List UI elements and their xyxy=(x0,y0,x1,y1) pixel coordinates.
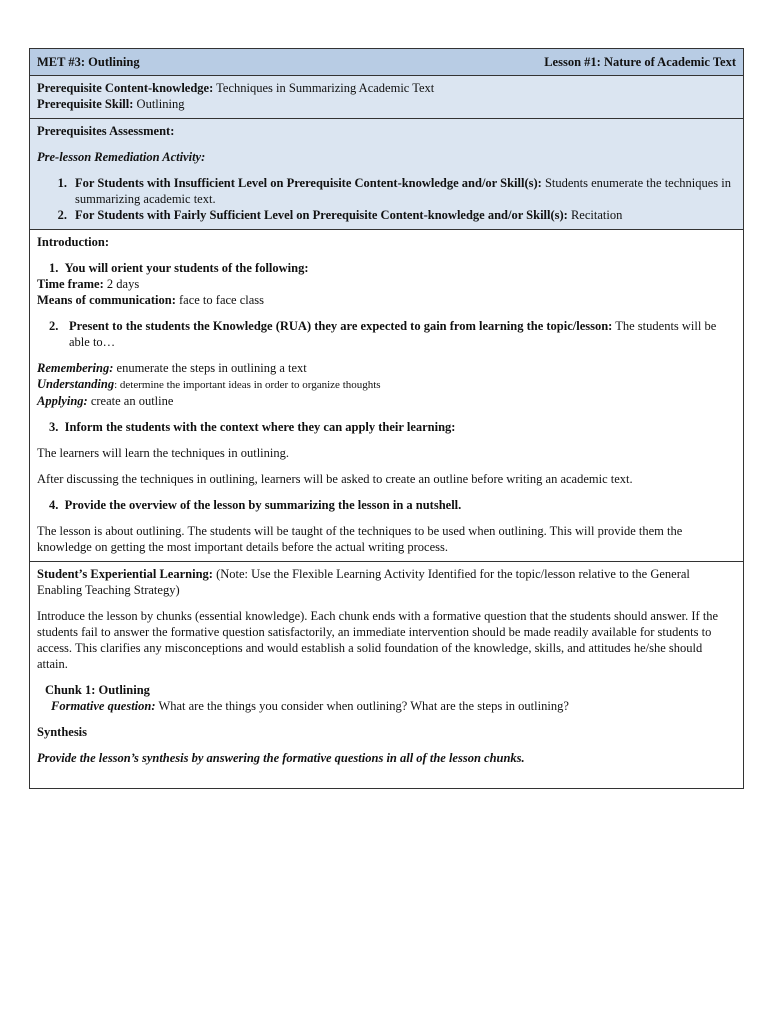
intro-step-4: 4. Provide the overview of the lesson by summarizing the lesson in a nutshell. xyxy=(49,498,462,512)
understanding-label: Understanding xyxy=(37,377,115,391)
experiential-title: Student’s Experiential Learning: xyxy=(37,567,213,581)
remediation-title: Pre-lesson Remediation Activity: xyxy=(37,150,206,164)
item-label: For Students with Fairly Sufficient Level on Prerequisite Content-knowledge and/or Skill(s): xyxy=(75,208,568,222)
experiential-note: (Note: Use the Flexible Learning Activity Identified for the topic/lesson relative to the General Enabling Teaching Strategy) xyxy=(37,567,690,597)
item-label: For Students with Insufficient Level on Prerequisite Content-knowledge and/or Skill(s): xyxy=(75,176,542,190)
prereq-skill-value: Outlining xyxy=(136,97,185,111)
introduction-section xyxy=(29,230,744,562)
prereq-content-label: Prerequisite Content-knowledge: xyxy=(37,81,214,95)
prereq-content-line xyxy=(37,80,736,96)
item-value: Students enumerate the techniques in summarizing academic text. xyxy=(75,176,731,206)
table-header xyxy=(29,48,744,76)
intro-step-1: 1. You will orient your students of the following: xyxy=(49,261,309,275)
assessment-section xyxy=(29,119,744,230)
understanding-line xyxy=(37,376,736,393)
understanding-value: : determine the important ideas in order to organize thoughts xyxy=(114,379,381,391)
means-label: Means of communication: xyxy=(37,293,176,307)
overview-paragraph: The lesson is about outlining. The students will be taught of the techniques to be used when outlining. This will provide them the knowledge on getting the most important details before the actual writing process. xyxy=(37,524,683,554)
remembering-value: enumerate the steps in outlining a text xyxy=(116,361,307,375)
assessment-item-1 xyxy=(37,175,736,207)
assessment-title: Prerequisites Assessment: xyxy=(37,124,175,138)
intro-step-3: 3. Inform the students with the context where they can apply their learning: xyxy=(49,420,456,434)
assessment-item-2 xyxy=(37,207,736,223)
remembering-label: Remembering: xyxy=(37,361,114,375)
item-number: 2. xyxy=(57,208,67,222)
item-value: Recitation xyxy=(570,208,623,222)
experiential-heading xyxy=(37,566,736,598)
time-frame-label: Time frame: xyxy=(37,277,104,291)
introduction-title: Introduction: xyxy=(37,235,110,249)
remembering-line xyxy=(37,360,736,376)
applying-label: Applying: xyxy=(37,394,88,408)
item-number: 1. xyxy=(57,176,67,190)
applying-line xyxy=(37,393,736,409)
context-paragraph-1: The learners will learn the techniques in outlining. xyxy=(37,446,290,460)
chunk-title: Chunk 1: Outlining xyxy=(45,683,150,697)
step2-label: Present to the students the Knowledge (RUA) they are expected to gain from learning the topic/lesson: xyxy=(69,319,613,333)
applying-value: create an outline xyxy=(90,394,174,408)
synthesis-title: Synthesis xyxy=(37,725,88,739)
intro-step-2: 2. Present to the students the Knowledge (RUA) they are expected to gain from learning the topic/lesson: The students will be able to… xyxy=(49,319,717,349)
prerequisite-section xyxy=(29,76,744,119)
prereq-skill-label: Prerequisite Skill: xyxy=(37,97,134,111)
means-line xyxy=(37,292,736,308)
formative-label: Formative question: xyxy=(51,699,156,713)
means-value: face to face class xyxy=(179,293,265,307)
met-title: MET #3: Outlining xyxy=(37,55,140,69)
time-frame-line xyxy=(37,276,736,292)
prereq-skill-line xyxy=(37,96,736,112)
time-frame-value: 2 days xyxy=(106,277,140,291)
experiential-section xyxy=(29,562,744,789)
experiential-paragraph: Introduce the lesson by chunks (essential knowledge). Each chunk ends with a formative question that the students should answer. If the students fail to answer the formative question satisfactorily, an immediate intervention should be made readily available for students to access. This clarifies any misconceptions and would establish a solid foundation of the knowledge, skills, and attitudes he/she should attain. xyxy=(37,609,719,671)
context-paragraph-2: After discussing the techniques in outlining, learners will be asked to create an outline before writing an academic text. xyxy=(37,472,633,486)
prereq-content-value: Techniques in Summarizing Academic Text xyxy=(216,81,435,95)
lesson-title: Lesson #1: Nature of Academic Text xyxy=(544,55,736,69)
lesson-plan-table xyxy=(29,48,744,789)
formative-question-line xyxy=(37,698,736,714)
formative-value: What are the things you consider when outlining? What are the steps in outlining? xyxy=(158,699,569,713)
step2-value: The students will be able to… xyxy=(69,319,717,349)
synthesis-text: Provide the lesson’s synthesis by answering the formative questions in all of the lesson chunks. xyxy=(37,751,525,765)
